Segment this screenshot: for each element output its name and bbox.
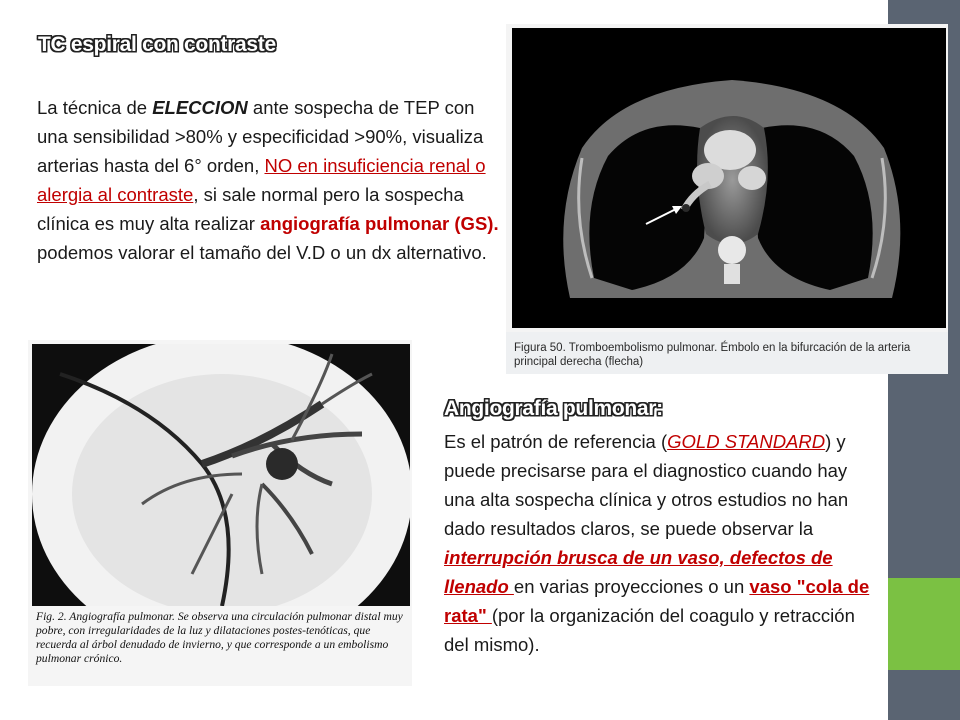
section-heading-ct: TC espiral con contraste (38, 33, 276, 56)
rat-tail-text: vaso "cola de rata" (444, 576, 870, 626)
ct-caption-box (506, 332, 948, 374)
emphasis-text: ELECCION (152, 97, 248, 118)
angiography-description-paragraph (444, 427, 880, 659)
finding-text: interrupción brusca de un vaso, defectos de llenado (444, 547, 833, 597)
ct-caption: Figura 50. Tromboembolismo pulmonar. Émbolo en la bifurcación de la arteria principal derecha (flecha) (514, 342, 911, 368)
text-run: (por la organización del coagulo y retracción del mismo). (444, 605, 855, 655)
text-run: Es el patrón de referencia ( (444, 431, 668, 452)
text-run: ante sospecha de TEP con una sensibilidad >80% y especificidad >90%, visualiza arterias hasta del 6° orden, (37, 97, 484, 176)
text-run: La técnica de (37, 97, 153, 118)
text-run: en varias proyecciones o un (513, 576, 750, 597)
section-heading-angiography: Angiografía pulmonar: (444, 397, 663, 420)
gold-standard-text: angiografía pulmonar (GS). (260, 213, 499, 234)
angiography-figure (28, 340, 412, 686)
angiography-caption: Fig. 2. Angiografía pulmonar. Se observa una circulación pulmonar distal muy pobre, con irregularidades de la luz y dilataciones postes-tenóticas, que recuerda al árbol denudado de invierno, y que corresponde a un embolismo pulmonar crónico. (36, 610, 403, 665)
contraindication-text: NO en insuficiencia renal o alergia al contraste (37, 155, 486, 205)
ct-scan-figure (506, 24, 948, 332)
gold-standard-text: GOLD STANDARD (667, 431, 826, 452)
sidebar-accent-bar (888, 578, 960, 670)
text-run: , si sale normal pero la sospecha clínica es muy alta realizar (37, 184, 464, 234)
ct-description-paragraph (37, 93, 507, 267)
ct-scan-image (512, 28, 946, 328)
angiography-image (32, 344, 410, 606)
text-run: podemos valorar el tamaño del V.D o un dx alternativo. (37, 242, 487, 263)
text-run: ) y puede precisarse para el diagnostico cuando hay una alta sospecha clínica y otros estudios no han dado resultados claros, se puede observar la (444, 431, 849, 539)
